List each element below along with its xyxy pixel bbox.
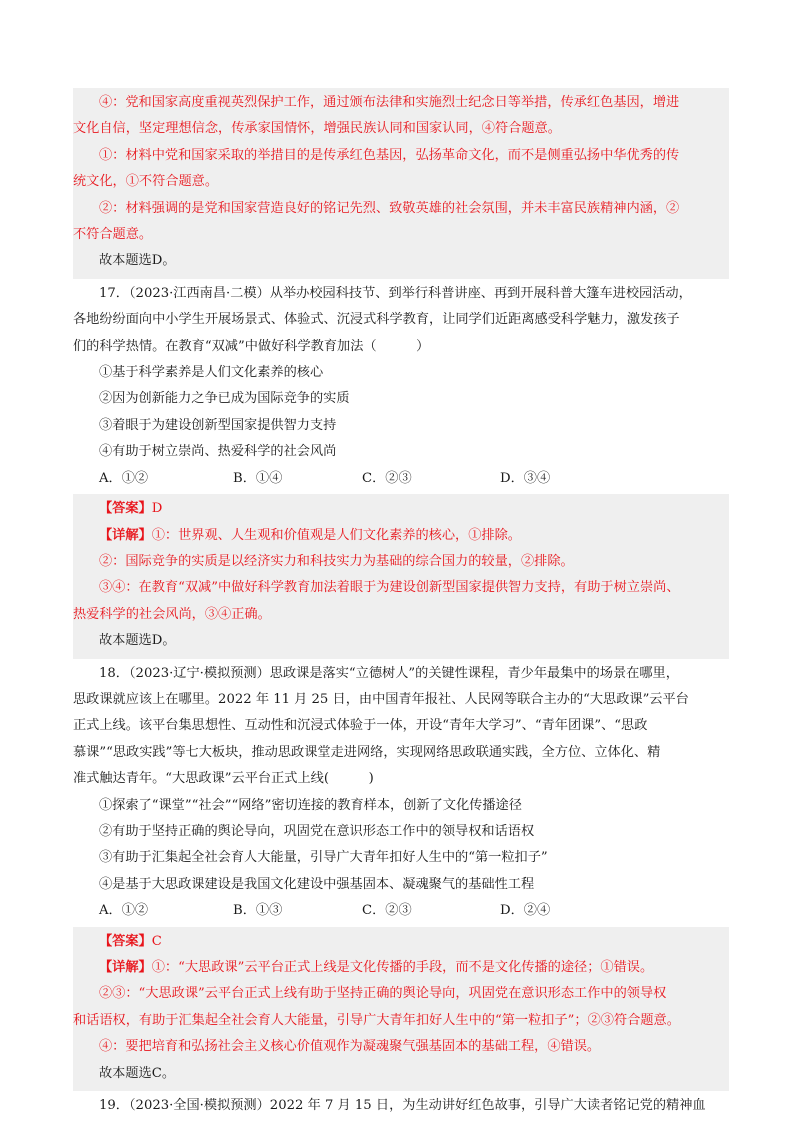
explanation-line: ②：材料强调的是党和国家营造良好的铭记先烈、致敬英雄的社会氛围，并未丰富民族精神内涵，②: [99, 200, 680, 216]
statement-2: ②有助于坚持正确的舆论导向，巩固党在意识形态工作中的领导权和话语权: [99, 823, 535, 839]
conclusion-line: 故本题选D。: [99, 253, 176, 269]
conclusion-line: 故本题选D。: [99, 633, 176, 649]
question-17: [73, 281, 729, 492]
option-b[interactable]: B．①③: [233, 903, 283, 919]
option-c[interactable]: C．②③: [362, 470, 412, 486]
question-stem-line: 思政课就应该上在哪里。2022 年 11 月 25 日，由中国青年报社、人民网等联合主办的“大思政课”云平台: [73, 691, 689, 707]
detail-label: 【详解】: [99, 527, 152, 543]
answer-options: [73, 466, 729, 492]
option-d[interactable]: D．③④: [500, 470, 551, 486]
answer-value: C: [151, 933, 162, 949]
option-c[interactable]: C．②③: [362, 903, 412, 919]
option-b[interactable]: B．①④: [233, 470, 283, 486]
q18-answer-box: [73, 927, 729, 1091]
option-a[interactable]: A．①②: [99, 470, 149, 486]
explanation-line: ①：材料中党和国家采取的举措目的是传承红色基因，弘扬革命文化，而不是侧重弘扬中华优秀的传: [99, 147, 680, 163]
detail-line: [73, 955, 729, 981]
document-page: [73, 88, 729, 1119]
question-stem-line: 18．（2023·辽宁·模拟预测）思政课是落实“立德树人”的关键性课程，青少年最集中的场景在哪里，: [99, 665, 679, 681]
answer-value: D: [151, 501, 163, 517]
detail-line: ②：国际竞争的实质是以经济实力和科技实力为基础的综合国力的较量，②排除。: [99, 553, 574, 569]
question-stem-line: 准式触达青年。“大思政课”云平台正式上线( ): [73, 771, 374, 787]
question-stem-line: 各地纷纷面向中小学生开展场景式、体验式、沉浸式科学教育，让同学们近距离感受科学魅力，激发孩子: [73, 312, 680, 328]
answer-options: [73, 898, 729, 924]
explanation-line: 文化自信，坚定理想信念，传承家国情怀，增强民族认同和国家认同，④符合题意。: [73, 121, 561, 137]
answer-label: 【答案】: [99, 933, 152, 949]
detail-line: ②③：“大思政课”云平台正式上线有助于坚持正确的舆论导向，巩固党在意识形态工作中的领导权: [99, 986, 667, 1002]
explanation-line: ④：党和国家高度重视英烈保护工作，通过颁布法律和实施烈士纪念日等举措，传承红色基因，增进: [99, 95, 680, 110]
detail-line: ③④：在教育“双减”中做好科学教育加法着眼于为建设创新型国家提供智力支持，有助于树立崇尚、: [99, 580, 680, 596]
q16-explanation-box: [73, 88, 729, 279]
explanation-line: 不符合题意。: [73, 227, 153, 243]
conclusion-line: 故本题选C。: [99, 1065, 176, 1081]
statement-3: ③着眼于为建设创新型国家提供智力支持: [99, 417, 337, 433]
answer-line: [73, 929, 729, 955]
detail-line: ④：要把培育和弘扬社会主义核心价值观作为凝魂聚气强基固本的基础工程，④错误。: [99, 1039, 601, 1055]
detail-text: ①：世界观、人生观和价值观是人们文化素养的核心，①排除。: [151, 527, 521, 543]
question-stem-line: 们的科学热情。在教育“双减”中做好科学教育加法（ ）: [73, 338, 430, 354]
detail-line: [73, 523, 729, 549]
answer-label: 【答案】: [99, 501, 152, 517]
answer-line: [73, 496, 729, 522]
detail-line: 和话语权，有助于汇集起全社会育人大能量，引导广大青年扣好人生中的“第一粒扣子”；②③符合题意。: [73, 1012, 680, 1028]
question-18: [73, 661, 729, 925]
question-stem-line: 19．（2023·全国·模拟预测）2022 年 7 月 15 日，为生动讲好红色故事，引导广大读者铭记党的精神血: [99, 1098, 706, 1114]
q17-answer-box: [73, 494, 729, 658]
detail-line: 热爱科学的社会风尚，③④正确。: [73, 606, 271, 622]
statement-2: ②因为创新能力之争已成为国际竞争的实质: [99, 391, 350, 407]
detail-text: ①：“大思政课”云平台正式上线是文化传播的手段，而不是文化传播的途径；①错误。: [151, 960, 654, 975]
detail-label: 【详解】: [99, 960, 152, 975]
statement-4: ④有助于树立崇尚、热爱科学的社会风尚: [99, 444, 337, 460]
question-stem-line: 正式上线。该平台集思想性、互动性和沉浸式体验于一体，开设“青年大学习”、“青年团课”、“思政: [73, 718, 648, 734]
statement-1: ①基于科学素养是人们文化素养的核心: [99, 365, 324, 381]
question-stem-line: 慕课”“思政实践”等七大板块，推动思政课堂走进网络，实现网络思政联通实践，全方位、立体化、精: [73, 744, 661, 760]
explanation-line: 统文化，①不符合题意。: [73, 174, 219, 190]
question-19: [73, 1093, 729, 1119]
statement-3: ③有助于汇集起全社会育人大能量，引导广大青年扣好人生中的“第一粒扣子”: [99, 850, 548, 866]
option-a[interactable]: A．①②: [99, 903, 149, 919]
option-d[interactable]: D．②④: [500, 903, 551, 919]
statement-1: ①探索了“课堂”“社会”“网络”密切连接的教育样本，创新了文化传播途径: [99, 797, 522, 813]
statement-4: ④是基于大思政课建设是我国文化建设中强基固本、凝魂聚气的基础性工程: [99, 876, 535, 892]
question-stem-line: 17．（2023·江西南昌·二模）从举办校园科技节、到举行科普讲座、再到开展科普大篷车进校园活动，: [99, 285, 692, 301]
